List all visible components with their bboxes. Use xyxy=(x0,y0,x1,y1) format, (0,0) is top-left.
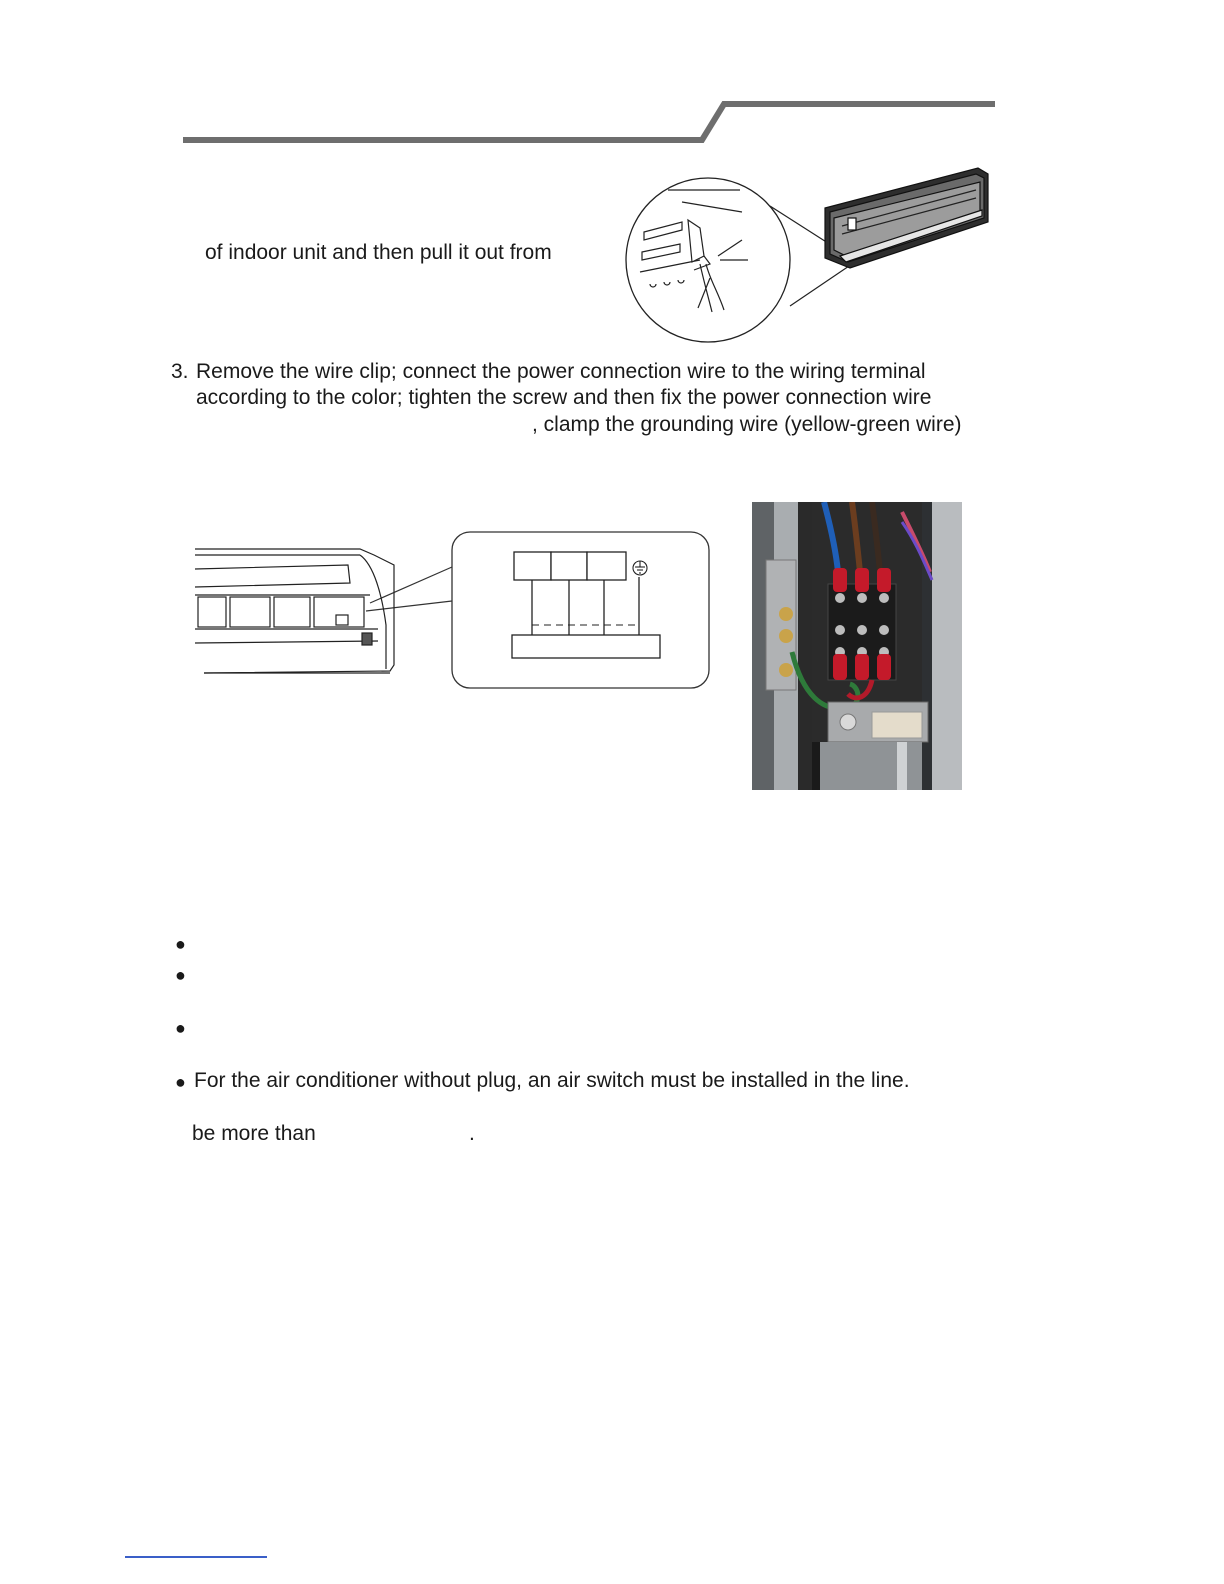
wiring-terminal-diagram xyxy=(190,525,715,695)
step3-line-2: according to the color; tighten the screw and then fix the power connection wire xyxy=(196,386,932,409)
step3-number: 3. xyxy=(171,360,189,383)
indoor-unit-zoom-figure xyxy=(620,160,1005,350)
step3-line-3: , clamp the grounding wire (yellow-green wire) xyxy=(532,413,962,436)
note-item-4-cont-prefix: be more than xyxy=(192,1122,316,1145)
step3-line-1: Remove the wire clip; connect the power connection wire to the wiring terminal xyxy=(196,360,926,383)
note-item-4: For the air conditioner without plug, an air switch must be installed in the line. xyxy=(194,1069,910,1092)
wiring-terminal-photo xyxy=(752,502,962,790)
note-item-4-cont-suffix: . xyxy=(469,1122,475,1145)
step2-text-line: of indoor unit and then pull it out from xyxy=(205,241,552,264)
header-rule xyxy=(0,0,1224,160)
note-bullet-3: ● xyxy=(175,1018,186,1038)
note-bullet-2: ● xyxy=(175,965,186,985)
note-bullet-4: ● xyxy=(175,1072,186,1092)
footer-link-underline[interactable] xyxy=(125,1556,267,1558)
note-bullet-1: ● xyxy=(175,934,186,954)
